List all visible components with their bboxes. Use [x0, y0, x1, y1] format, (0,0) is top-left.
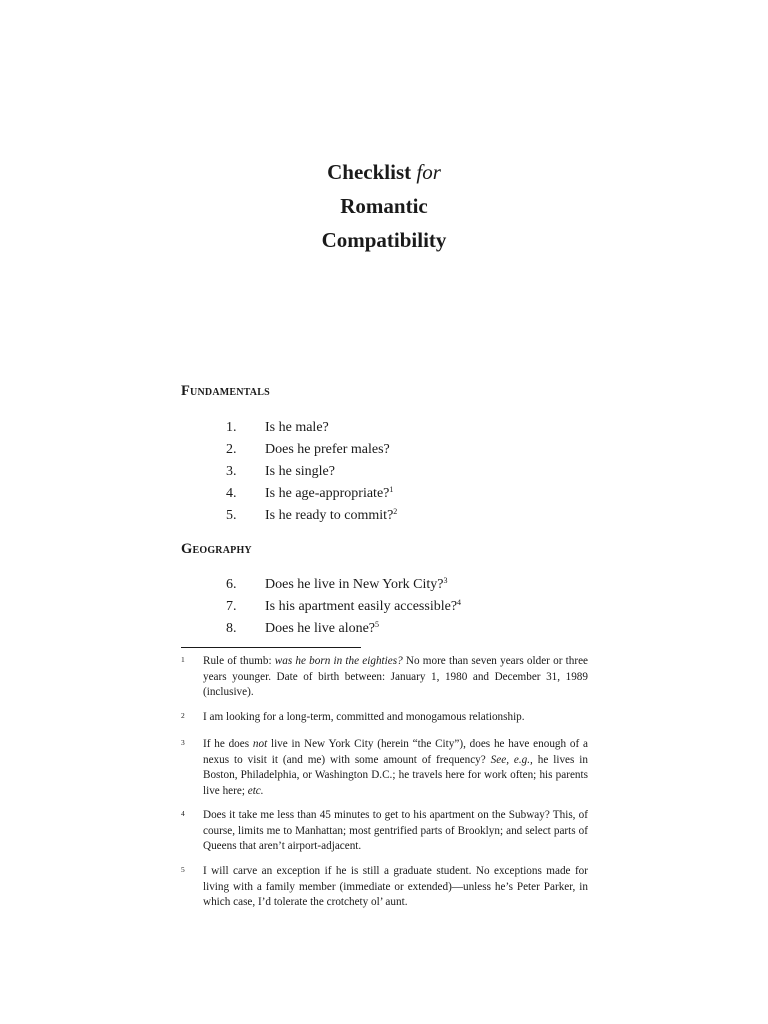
- footnote-number: 1: [181, 655, 185, 664]
- item-number: 2.: [226, 442, 237, 457]
- footnote-ref: 1: [389, 485, 394, 494]
- footnote-ref: 3: [443, 576, 448, 585]
- footnote-2: [181, 710, 588, 726]
- list-item: [226, 417, 397, 439]
- footnote-text-part: Rule of thumb:: [203, 655, 275, 667]
- section-heading-geography: Geography: [181, 541, 252, 557]
- footnote-text-italic: See, e.g.,: [490, 753, 533, 766]
- footnote-ref: 5: [375, 620, 380, 629]
- item-text: Does he live alone?: [265, 621, 376, 636]
- item-number: 7.: [226, 599, 237, 614]
- footnote-ref: 2: [393, 507, 398, 516]
- footnote-3: [181, 737, 588, 799]
- list-item: [226, 439, 397, 461]
- footnote-text: [203, 654, 588, 701]
- footnote-number: 2: [181, 711, 185, 720]
- item-text: Is his apartment easily accessible?: [265, 599, 458, 614]
- footnote-text: [203, 737, 588, 799]
- title-line-2: Romantic: [340, 194, 428, 218]
- geography-list: [226, 574, 461, 640]
- item-number: 8.: [226, 621, 237, 636]
- list-item: [226, 574, 461, 596]
- footnote-1: [181, 654, 588, 701]
- footnote-text-part: If he does: [203, 738, 253, 750]
- footnote-4: [181, 808, 588, 855]
- list-item: [226, 618, 461, 640]
- title-for: for: [416, 160, 441, 184]
- footnote-5: [181, 864, 588, 911]
- section-heading-fundamentals: Fundamentals: [181, 383, 270, 399]
- list-item: [226, 505, 397, 527]
- title-line-3: Compatibility: [321, 228, 447, 252]
- item-number: 5.: [226, 508, 237, 523]
- document-title: [0, 155, 768, 257]
- footnote-text-italic: was he born in the eighties?: [274, 655, 403, 667]
- footnote-text: Does it take me less than 45 minutes to get to his apartment on the Subway? This, of course, limits me to Manhattan; most gentrified parts of Brooklyn; and select parts of Queens that aren’t airport-adjacent.: [203, 809, 588, 852]
- item-text: Is he male?: [265, 420, 329, 435]
- footnote-text-italic: etc.: [247, 784, 264, 797]
- footnote-text-part: No more than seven years older or three years younger. Date of birth between: January 1, 1980 and December 31, 1989 (inclusive).: [203, 655, 588, 698]
- title-line-1: [0, 155, 768, 189]
- item-number: 6.: [226, 577, 237, 592]
- list-item: [226, 461, 397, 483]
- footnote-ref: 4: [457, 598, 462, 607]
- footnote-number: 4: [181, 809, 185, 818]
- footnote-text-italic: not: [252, 738, 268, 750]
- footnote-number: 5: [181, 865, 185, 874]
- footnote-text-part: he lives in Boston, Philadelphia, or Washington D.C.; he travels here for work often; his parents live here;: [203, 753, 588, 797]
- item-text: Is he ready to commit?: [265, 508, 394, 523]
- footnote-text: I will carve an exception if he is still a graduate student. No exceptions made for living with a family member (immediate or extended)—unless he’s Peter Parker, in which case, I’d tolerate the crotchety ol’ aunt.: [203, 865, 588, 908]
- title-checklist: Checklist: [327, 160, 412, 184]
- footnote-text-part: live in New York City (herein “the City”), does he have enough of a nexus to visit it (and me) with some amount of frequency?: [203, 738, 588, 766]
- item-text: Does he prefer males?: [265, 442, 390, 457]
- item-text: Is he age-appropriate?: [265, 486, 390, 501]
- footnote-text: I am looking for a long-term, committed and monogamous relationship.: [203, 711, 525, 723]
- list-item: [226, 483, 397, 505]
- item-number: 4.: [226, 486, 237, 501]
- item-number: 1.: [226, 420, 237, 435]
- item-text: Does he live in New York City?: [265, 577, 444, 592]
- item-number: 3.: [226, 464, 237, 479]
- list-item: [226, 596, 461, 618]
- footnote-separator: [181, 647, 361, 648]
- footnote-number: 3: [181, 738, 185, 747]
- item-text: Is he single?: [265, 464, 335, 479]
- fundamentals-list: [226, 417, 397, 527]
